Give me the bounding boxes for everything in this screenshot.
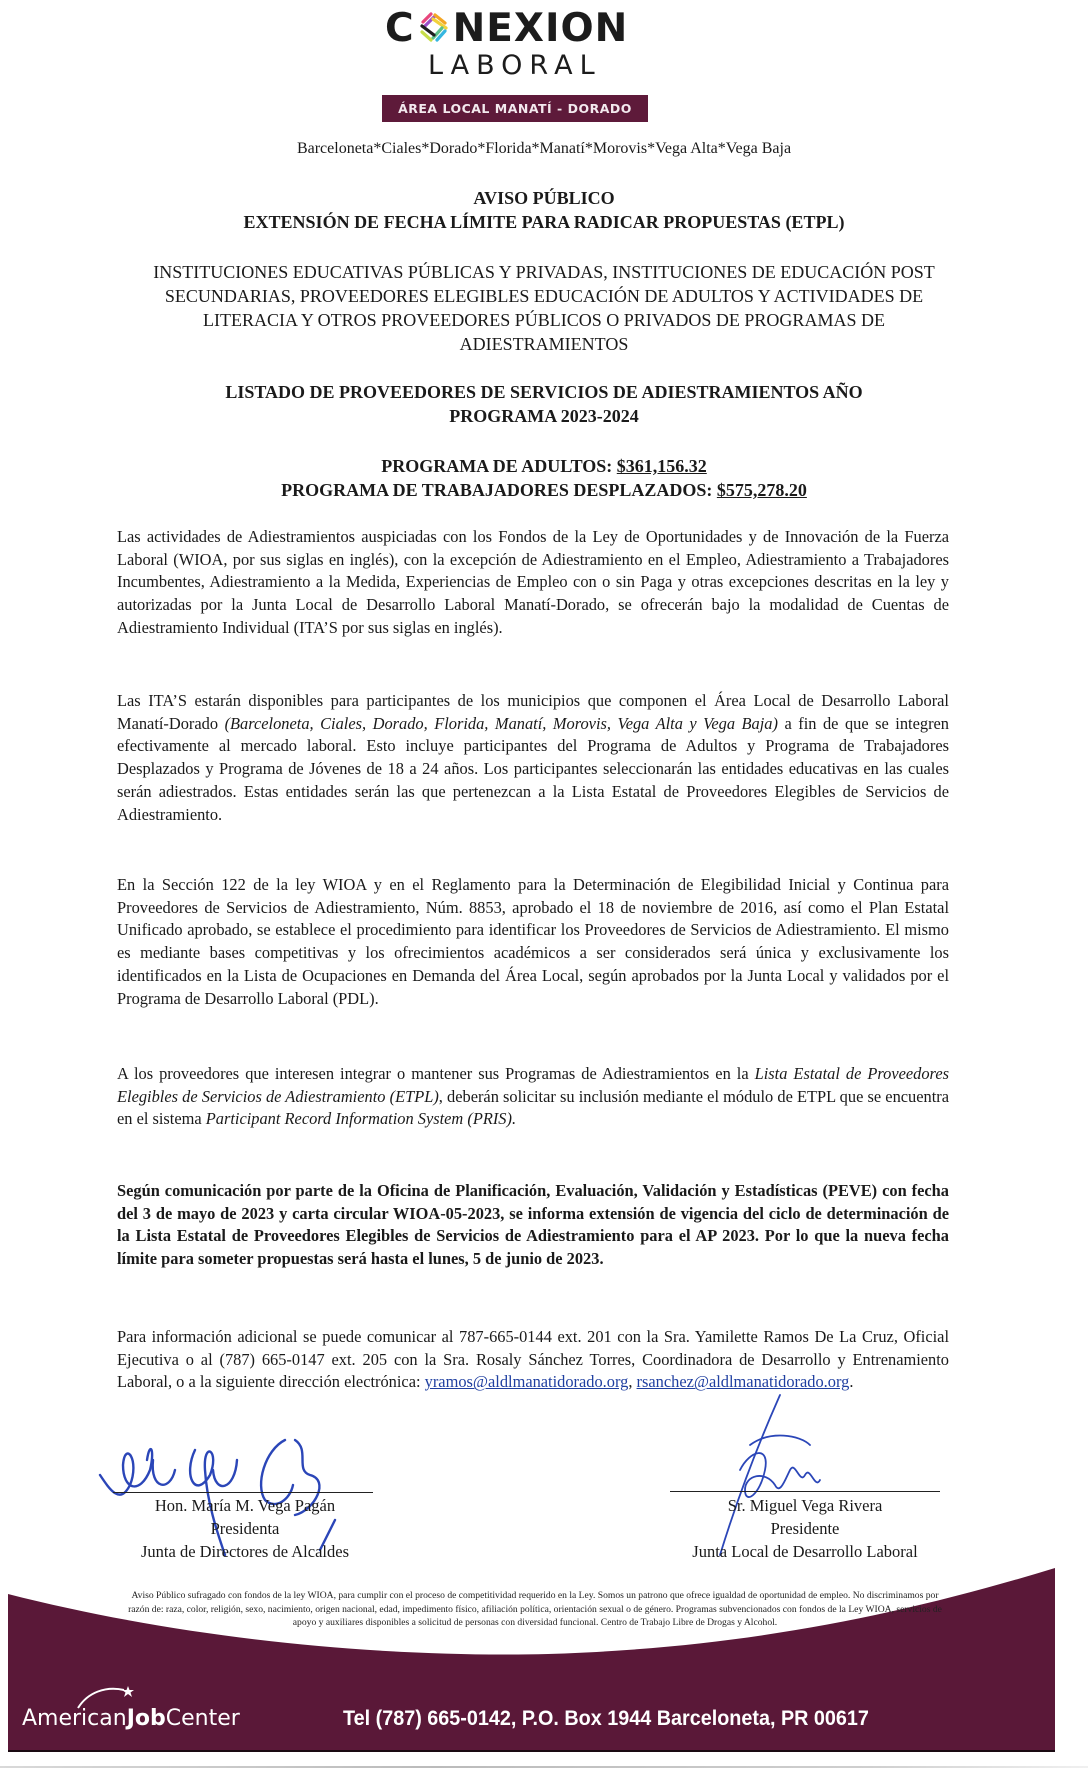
email-separator: , [628, 1372, 637, 1392]
email-end: . [849, 1372, 854, 1392]
ajc-center: Center [165, 1706, 240, 1731]
p2-text-b: a fin de que se integren efectivamente al mercado laboral. Esto incluye participantes del Programa de Adultos y Programa de Trabajadores Desplazados y Programa de Jóvenes de 18 a 24 años. Los participantes seleccionarán las entidades educativas en las cuales serán adiestrados. Estas entidades serán las que pertenezcan a la Lista Estatal de Proveedores Elegibles de Servicios de Adiestramiento. [117, 713, 949, 824]
listing-line-2: PROGRAMA 2023-2024 [449, 406, 639, 426]
signature-line-right [670, 1491, 940, 1492]
notice-subtitle: EXTENSIÓN DE FECHA LÍMITE PARA RADICAR PROPUESTAS (ETPL) [243, 212, 845, 232]
signer-name-right: Sr. Miguel Vega Rivera [727, 1496, 883, 1515]
scan-edge-line [0, 1766, 1088, 1768]
signer-title-right: Presidente [770, 1519, 840, 1538]
ajc-job: Job [126, 1706, 166, 1731]
displaced-label: PROGRAMA DE TRABAJADORES DESPLAZADOS: [281, 480, 717, 500]
municipalities-line: Barceloneta*Ciales*Dorado*Florida*Manatí*Morovis*Vega Alta*Vega Baja [296, 140, 792, 157]
footer-disclaimer: Aviso Público sufragado con fondos de la ley WIOA, para cumplir con el proceso de competitividad requerido en la Ley. Somos un patrono que ofrece igualdad de oportunidad de empleo. No discriminamos por razón de: raza, color, religión, sexo, nacimiento, origen nacional, edad, impedimento físico, afiliación política, orientación sexual o de género. Programas subvencionados con fondos de la Ley WIOA, servicios de apoyo y auxiliares disponibles a solicitud de personas con diversidad funcional. Centro de Trabajo Libre de Drogas y Alcohol. [128, 1590, 942, 1629]
p2-text-a: Las ITA’S estarán disponibles para participantes de los municipios que componen el Área Local de Desarrollo Laboral Manatí-Dorado [117, 691, 949, 733]
signer-title-left: Presidenta [210, 1519, 280, 1538]
signature-line-left [113, 1492, 373, 1493]
p2-municipalities-italic: (Barceloneta, Ciales, Dorado, Florida, Manatí, Morovis, Vega Alta y Vega Baja) [224, 713, 778, 733]
notice-title: AVISO PÚBLICO [473, 188, 615, 208]
paragraph-wioa-activities: Las actividades de Adiestramientos auspiciadas con los Fondos de la Ley de Oportunidades y de Innovación de la Fuerza Laboral (WIOA, por sus siglas en inglés), con la excepción de Adiestramiento en el Empleo, Adiestramiento a Trabajadores Incumbentes, Adiestramiento a la Medida, Experiencias de Empleo con o sin Paga y otras excepciones descritas en la ley y autorizadas por la Junta Local de Desarrollo Laboral Manatí-Dorado, se ofrecerán bajo la modalidad de Cuentas de Adiestramiento Individual (ITA’S por sus siglas en inglés). [117, 527, 949, 637]
p4-etpl-italic: Lista Estatal de Proveedores Elegibles de Servicios de Adiestramiento (ETPL) [117, 1064, 949, 1106]
email-link-rsanchez[interactable]: rsanchez@aldlmanatidorado.org [636, 1372, 850, 1392]
footer-contact: Tel (787) 665-0142, P.O. Box 1944 Barceloneta, PR 00617 [343, 1706, 869, 1730]
logo-initial: C [385, 6, 415, 51]
signer-org-left: Junta de Directores de Alcaldes [140, 1542, 349, 1561]
p4-pris-italic: Participant Record Information System (PRIS). [205, 1109, 517, 1129]
listing-heading [0, 380, 1088, 428]
institutions-heading: INSTITUCIONES EDUCATIVAS PÚBLICAS Y PRIVADAS, INSTITUCIONES DE EDUCACIÓN POST SECUNDARIAS, PROVEEDORES ELEGIBLES EDUCACIÓN DE ADULTOS Y ACTIVIDADES DE LITERACIA Y OTROS PROVEEDORES PÚBLICOS O PRIVADOS DE PROGRAMAS DE ADIESTRAMIENTOS [153, 262, 935, 354]
displaced-program [0, 478, 1088, 502]
logo-subtitle: LABORAL [428, 50, 602, 81]
p4-text-a: A los proveedores que interesen integrar o mantener sus Programas de Adiestramientos en la [117, 1064, 755, 1083]
signature-block-left [100, 1494, 390, 1563]
logo-word: NEXION [452, 6, 629, 51]
american-job-center-logo [22, 1706, 240, 1731]
program-amounts [0, 454, 1088, 502]
paragraph-contact-info [117, 1326, 949, 1394]
adults-amount: $361,156.32 [616, 456, 707, 476]
paragraph-ita-availability [117, 690, 949, 826]
signature-block-right [650, 1494, 960, 1563]
p4-text-b: , deberán solicitar su inclusión mediante el módulo de ETPL que se encuentra en el sistema [117, 1086, 949, 1129]
signer-name-left: Hon. María M. Vega Pagán [154, 1496, 336, 1515]
ajc-american: American [22, 1706, 127, 1731]
signer-org-right: Junta Local de Desarrollo Laboral [692, 1542, 918, 1561]
paragraph-etpl-inclusion [117, 1063, 949, 1131]
p6-text: Para información adicional se puede comunicar al 787-665-0144 ext. 201 con la Sra. Yamilette Ramos De La Cruz, Oficial Ejecutiva o al (787) 665-0147 ext. 205 con la Sra. Rosaly Sánchez Torres, Coordinadora de Desarrollo y Entrenamiento Laboral, o a la siguiente dirección electrónica: [117, 1327, 949, 1392]
logo-conexion [385, 8, 655, 50]
adults-program [0, 454, 1088, 478]
displaced-amount: $575,278.20 [716, 480, 807, 500]
multicolor-knot-icon [417, 10, 451, 44]
paragraph-section-122: En la Sección 122 de la ley WIOA y en el Reglamento para la Determinación de Elegibilidad Inicial y Continua para Proveedores de Servicios de Adiestramiento, Núm. 8853, aprobado el 18 de noviembre de 2016, así como el Plan Estatal Unificado aprobado, se establece el procedimiento para identificar los Proveedores de Servicios de Adiestramiento. El mismo es mediante bases competitivas y los ofrecimientos académicos a ser considerados será única y exclusivamente los identificados en la Lista de Ocupaciones en Demanda del Área Local, según aprobados por la Junta Local y validados por el Programa de Desarrollo Laboral (PDL). [117, 875, 949, 1008]
listing-line-1: LISTADO DE PROVEEDORES DE SERVICIOS DE ADIESTRAMIENTOS AÑO [225, 382, 863, 402]
adults-label: PROGRAMA DE ADULTOS: [381, 456, 617, 476]
notice-heading [0, 186, 1088, 234]
area-banner: ÁREA LOCAL MANATÍ - DORADO [382, 95, 648, 122]
paragraph-deadline-extension: Según comunicación por parte de la Oficina de Planificación, Evaluación, Validación y Estadísticas (PEVE) con fecha del 3 de mayo de 2023 y carta circular WIOA-05-2023, se informa extensión de vigencia del ciclo de determinación de la Lista Estatal de Proveedores Elegibles de Servicios de Adiestramiento para el AP 2023. Por lo que la nueva fecha límite para someter propuestas será hasta el lunes, 5 de junio de 2023. [117, 1181, 949, 1269]
email-link-yramos[interactable]: yramos@aldlmanatidorado.org [424, 1372, 629, 1392]
